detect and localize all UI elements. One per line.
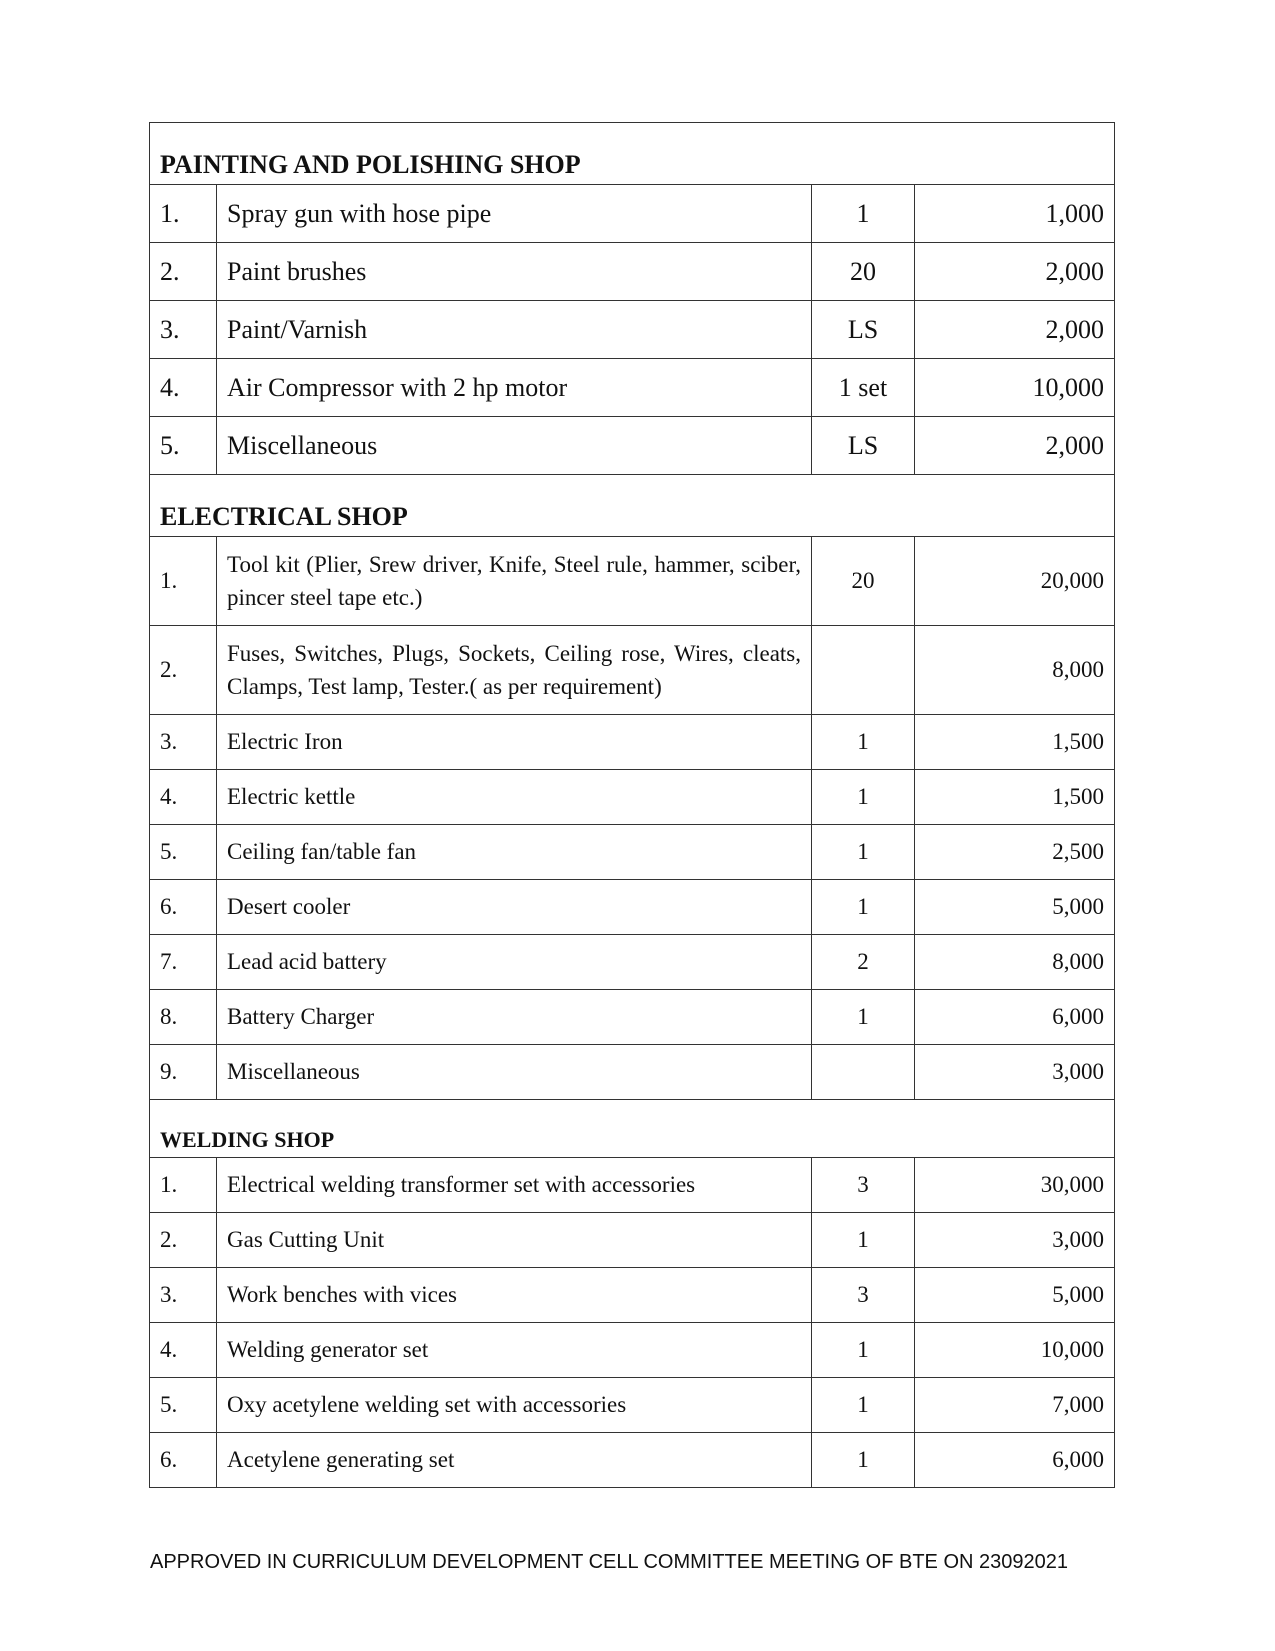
item-quantity: 3	[812, 1158, 915, 1213]
section-header-row	[150, 123, 1115, 185]
item-description: Tool kit (Plier, Srew driver, Knife, Steel rule, hammer, sciber, pincer steel tape etc.)	[217, 537, 812, 626]
row-number: 3.	[150, 1268, 217, 1323]
item-cost: 1,500	[915, 715, 1115, 770]
table-row	[150, 359, 1115, 417]
item-description: Work benches with vices	[217, 1268, 812, 1323]
item-cost: 8,000	[915, 626, 1115, 715]
item-cost: 5,000	[915, 1268, 1115, 1323]
table-row	[150, 825, 1115, 880]
item-quantity: 1	[812, 990, 915, 1045]
section-title-welding: WELDING SHOP	[150, 1100, 1115, 1158]
table-row	[150, 1213, 1115, 1268]
row-number: 6.	[150, 880, 217, 935]
item-cost: 6,000	[915, 1433, 1115, 1488]
item-cost: 7,000	[915, 1378, 1115, 1433]
table-row	[150, 1268, 1115, 1323]
equipment-table	[149, 122, 1115, 1488]
table-row	[150, 626, 1115, 715]
item-quantity	[812, 1045, 915, 1100]
section-title-painting: PAINTING AND POLISHING SHOP	[150, 123, 1115, 185]
row-number: 6.	[150, 1433, 217, 1488]
item-quantity: 1	[812, 1378, 915, 1433]
table-row	[150, 243, 1115, 301]
item-cost: 10,000	[915, 359, 1115, 417]
row-number: 3.	[150, 715, 217, 770]
item-description: Electrical welding transformer set with accessories	[217, 1158, 812, 1213]
item-description: Miscellaneous	[217, 417, 812, 475]
row-number: 1.	[150, 1158, 217, 1213]
row-number: 4.	[150, 1323, 217, 1378]
item-quantity: 1	[812, 1323, 915, 1378]
item-quantity: LS	[812, 301, 915, 359]
item-cost: 2,500	[915, 825, 1115, 880]
row-number: 2.	[150, 243, 217, 301]
table-row	[150, 1433, 1115, 1488]
item-cost: 10,000	[915, 1323, 1115, 1378]
section-header-row	[150, 1100, 1115, 1158]
item-quantity	[812, 626, 915, 715]
item-cost: 2,000	[915, 417, 1115, 475]
row-number: 1.	[150, 185, 217, 243]
item-quantity: 1 set	[812, 359, 915, 417]
item-quantity: 1	[812, 880, 915, 935]
row-number: 4.	[150, 770, 217, 825]
item-quantity: 1	[812, 770, 915, 825]
item-cost: 6,000	[915, 990, 1115, 1045]
item-cost: 1,500	[915, 770, 1115, 825]
item-quantity: 20	[812, 537, 915, 626]
item-cost: 30,000	[915, 1158, 1115, 1213]
item-description: Acetylene generating set	[217, 1433, 812, 1488]
item-quantity: 1	[812, 185, 915, 243]
row-number: 9.	[150, 1045, 217, 1100]
item-description: Desert cooler	[217, 880, 812, 935]
table-row	[150, 185, 1115, 243]
table-row	[150, 715, 1115, 770]
item-description: Air Compressor with 2 hp motor	[217, 359, 812, 417]
item-cost: 8,000	[915, 935, 1115, 990]
item-quantity: 1	[812, 825, 915, 880]
row-number: 5.	[150, 825, 217, 880]
row-number: 7.	[150, 935, 217, 990]
item-quantity: 3	[812, 1268, 915, 1323]
item-cost: 2,000	[915, 243, 1115, 301]
section-title-electrical: ELECTRICAL SHOP	[150, 475, 1115, 537]
table-row	[150, 770, 1115, 825]
item-quantity: 1	[812, 1213, 915, 1268]
table-row	[150, 1158, 1115, 1213]
item-description: Gas Cutting Unit	[217, 1213, 812, 1268]
item-cost: 3,000	[915, 1213, 1115, 1268]
item-quantity: 20	[812, 243, 915, 301]
item-description: Spray gun with hose pipe	[217, 185, 812, 243]
item-description: Lead acid battery	[217, 935, 812, 990]
table-row	[150, 1378, 1115, 1433]
item-description: Miscellaneous	[217, 1045, 812, 1100]
item-description: Oxy acetylene welding set with accessories	[217, 1378, 812, 1433]
row-number: 5.	[150, 1378, 217, 1433]
row-number: 4.	[150, 359, 217, 417]
item-cost: 5,000	[915, 880, 1115, 935]
table-row	[150, 1045, 1115, 1100]
item-description: Welding generator set	[217, 1323, 812, 1378]
table-row	[150, 301, 1115, 359]
item-cost: 1,000	[915, 185, 1115, 243]
item-description: Electric Iron	[217, 715, 812, 770]
item-description: Ceiling fan/table fan	[217, 825, 812, 880]
item-description: Electric kettle	[217, 770, 812, 825]
item-cost: 2,000	[915, 301, 1115, 359]
table-row	[150, 537, 1115, 626]
row-number: 1.	[150, 537, 217, 626]
row-number: 5.	[150, 417, 217, 475]
row-number: 8.	[150, 990, 217, 1045]
item-quantity: LS	[812, 417, 915, 475]
table-row	[150, 935, 1115, 990]
item-description: Paint brushes	[217, 243, 812, 301]
section-header-row	[150, 475, 1115, 537]
item-quantity: 1	[812, 1433, 915, 1488]
table-row	[150, 880, 1115, 935]
item-description: Paint/Varnish	[217, 301, 812, 359]
item-quantity: 1	[812, 715, 915, 770]
item-description: Fuses, Switches, Plugs, Sockets, Ceiling rose, Wires, cleats, Clamps, Test lamp, Tester.( as per requirement)	[217, 626, 812, 715]
item-cost: 3,000	[915, 1045, 1115, 1100]
table-row	[150, 1323, 1115, 1378]
row-number: 2.	[150, 1213, 217, 1268]
row-number: 2.	[150, 626, 217, 715]
item-quantity: 2	[812, 935, 915, 990]
row-number: 3.	[150, 301, 217, 359]
item-cost: 20,000	[915, 537, 1115, 626]
item-description: Battery Charger	[217, 990, 812, 1045]
approval-footer: APPROVED IN CURRICULUM DEVELOPMENT CELL COMMITTEE MEETING OF BTE ON 23092021	[150, 1551, 1068, 1573]
table-row	[150, 990, 1115, 1045]
table-row	[150, 417, 1115, 475]
